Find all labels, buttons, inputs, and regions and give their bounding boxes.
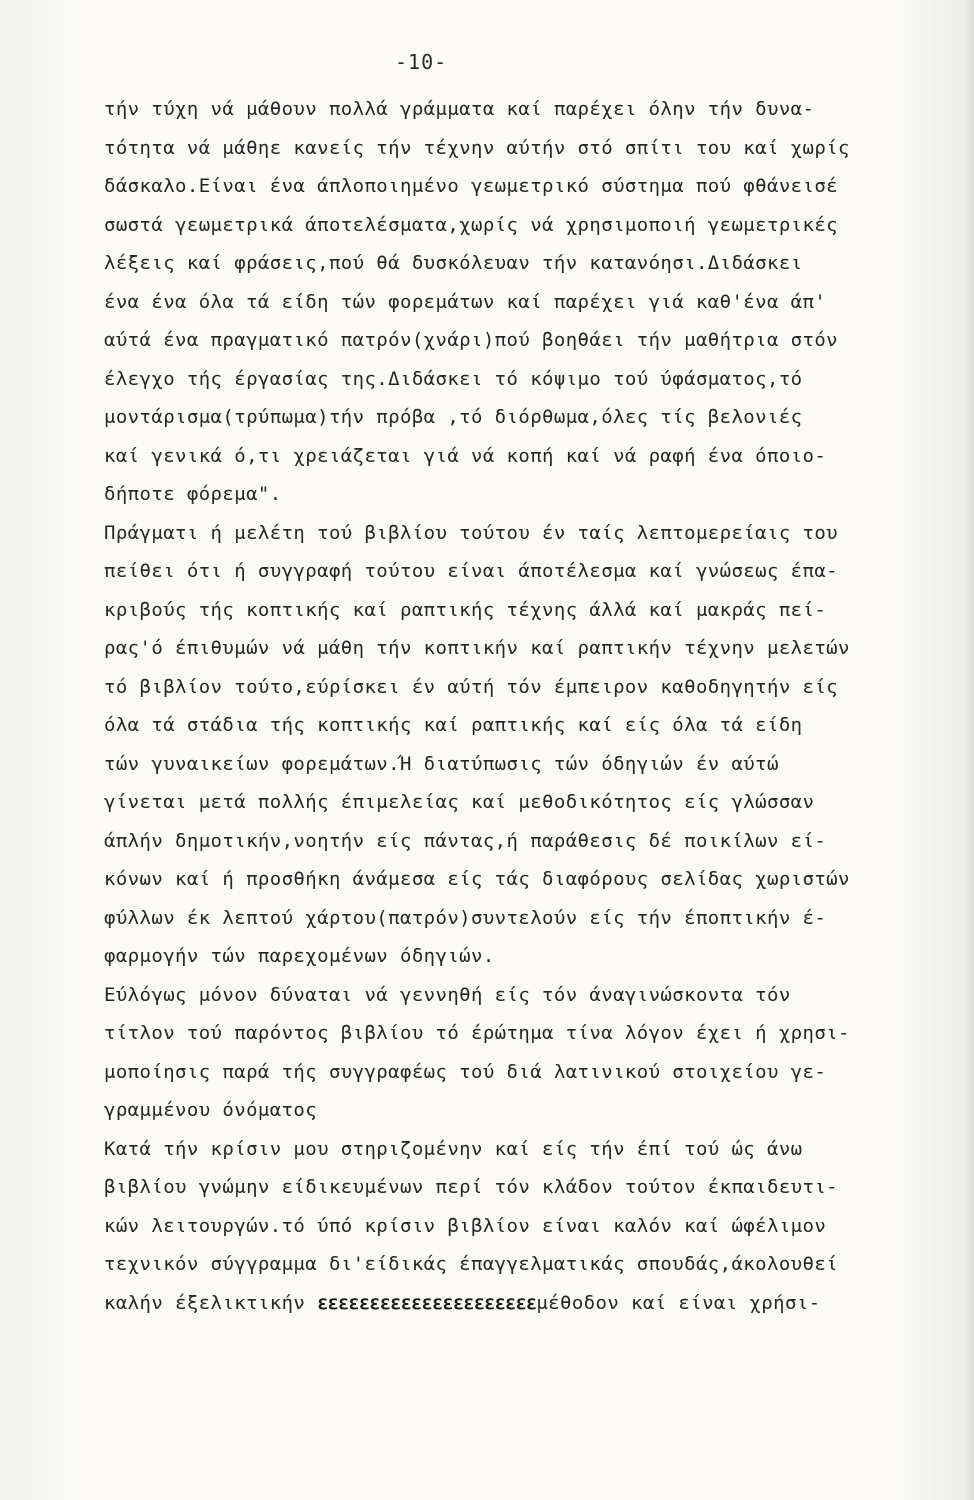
text-line: σωστά γεωμετρικά άποτελέσματα,χωρίς νά χρησιμοποιή γεωμετρικές	[104, 213, 839, 236]
text-line: κριβούς τής κοπτικής καί ραπτικής τέχνης άλλά καί μακράς πεί-	[104, 598, 827, 621]
last-line-start: καλήν έξελικτικήν	[104, 1291, 318, 1314]
text-line: γίνεται μετά πολλής έπιμελείας καί μεθοδικότητος είς γλώσσαν	[104, 791, 815, 813]
text-line: Εύλόγως μόνον δύναται νά γεννηθή είς τόν άναγινώσκοντα τόν	[104, 983, 791, 1006]
text-line: μοποίησις παρά τής συγγραφέως τού διά λατινικού στοιχείου γε-	[104, 1060, 827, 1083]
text-line: δάσκαλο.Είναι ένα άπλοποιημένο γεωμετρικό σύστημα πού φθάνεισέ	[104, 175, 839, 197]
page-number: -10-	[395, 50, 448, 74]
text-line-last	[104, 1284, 944, 1323]
text-line: πείθει ότι ή συγγραφή τούτου είναι άποτέλεσμα καί γνώσεως έπα-	[104, 560, 839, 582]
text-line: γραμμένου όνόματος	[104, 1099, 318, 1121]
text-line: ένα ένα όλα τά είδη τών φορεμάτων καί παρέχει γιά καθ'ένα άπ'	[104, 290, 827, 313]
text-line: τεχνικόν σύγγραμμα δι'είδικάς έπαγγελματικάς σπουδάς,άκολουθεί	[104, 1253, 839, 1275]
struck-out-text: εεεεεεεεεεεεεεεεεεεεε	[317, 1291, 537, 1314]
text-line: Πράγματι ή μελέτη τού βιβλίου τούτου έν ταίς λεπτομερείαις του	[104, 521, 839, 544]
text-line: λέξεις καί φράσεις,πού θά δυσκόλευαν τήν κατανόησι.Διδάσκει	[104, 252, 803, 274]
text-line: φαρμογήν τών παρεχομένων όδηγιών.	[104, 945, 495, 967]
text-line: άπλήν δημοτικήν,νοητήν είς πάντας,ή παράθεσις δέ ποικίλων εί-	[104, 829, 827, 852]
text-line: βιβλίου γνώμην είδικευμένων περί τόν κλάδον τούτον έκπαιδευτι-	[104, 1176, 839, 1198]
text-line: τών γυναικείων φορεμάτων.Ή διατύπωσις τών όδηγιών έν αύτώ	[104, 752, 779, 775]
text-line: μοντάρισμα(τρύπωμα)τήν πρόβα ,τό διόρθωμα,όλες τίς βελονιές	[104, 406, 803, 428]
text-line: τίτλον τού παρόντος βιβλίου τό έρώτημα τίνα λόγον έχει ή χρησι-	[104, 1022, 850, 1044]
text-line: τήν τύχη νά μάθουν πολλά γράμματα καί παρέχει όλην τήν δυνα-	[104, 98, 815, 120]
text-line: καί γενικά ό,τι χρειάζεται γιά νά κοπή καί νά ραφή ένα όποιο-	[104, 444, 827, 467]
text-line: κόνων καί ή προσθήκη άνάμεσα είς τάς διαφόρους σελίδας χωριστών	[104, 868, 850, 890]
text-line: όλα τά στάδια τής κοπτικής καί ραπτικής καί είς όλα τά είδη	[104, 714, 803, 736]
last-line-end: μέθοδον καί είναι χρήσι-	[536, 1291, 821, 1314]
text-line: Κατά τήν κρίσιν μου στηριζομένην καί είς τήν έπί τού ώς άνω	[104, 1137, 803, 1160]
text-lines	[104, 90, 944, 1284]
text-line: τό βιβλίον τούτο,εύρίσκει έν αύτή τόν έμπειρον καθοδηγητήν είς	[104, 675, 839, 698]
text-line: δήποτε φόρεμα".	[104, 483, 282, 505]
text-line: κών λειτουργών.τό ύπό κρίσιν βιβλίον είναι καλόν καί ώφέλιμον	[104, 1214, 827, 1237]
text-line: έλεγχο τής έργασίας της.Διδάσκει τό κόψιμο τού ύφάσματος,τό	[104, 367, 803, 390]
text-line: τότητα νά μάθηε κανείς τήν τέχνην αύτήν στό σπίτι του καί χωρίς	[104, 136, 850, 159]
text-line: ρας'ό έπιθυμών νά μάθη τήν κοπτικήν καί ραπτικήν τέχνην μελετών	[104, 637, 850, 659]
text-line: φύλλων έκ λεπτού χάρτου(πατρόν)συντελούν είς τήν έποπτικήν έ-	[104, 906, 827, 929]
text-line: αύτά ένα πραγματικό πατρόν(χνάρι)πού βοηθάει τήν μαθήτρια στόν	[104, 329, 839, 351]
body-text	[104, 90, 944, 1322]
page-edge-shadow	[964, 0, 974, 1500]
